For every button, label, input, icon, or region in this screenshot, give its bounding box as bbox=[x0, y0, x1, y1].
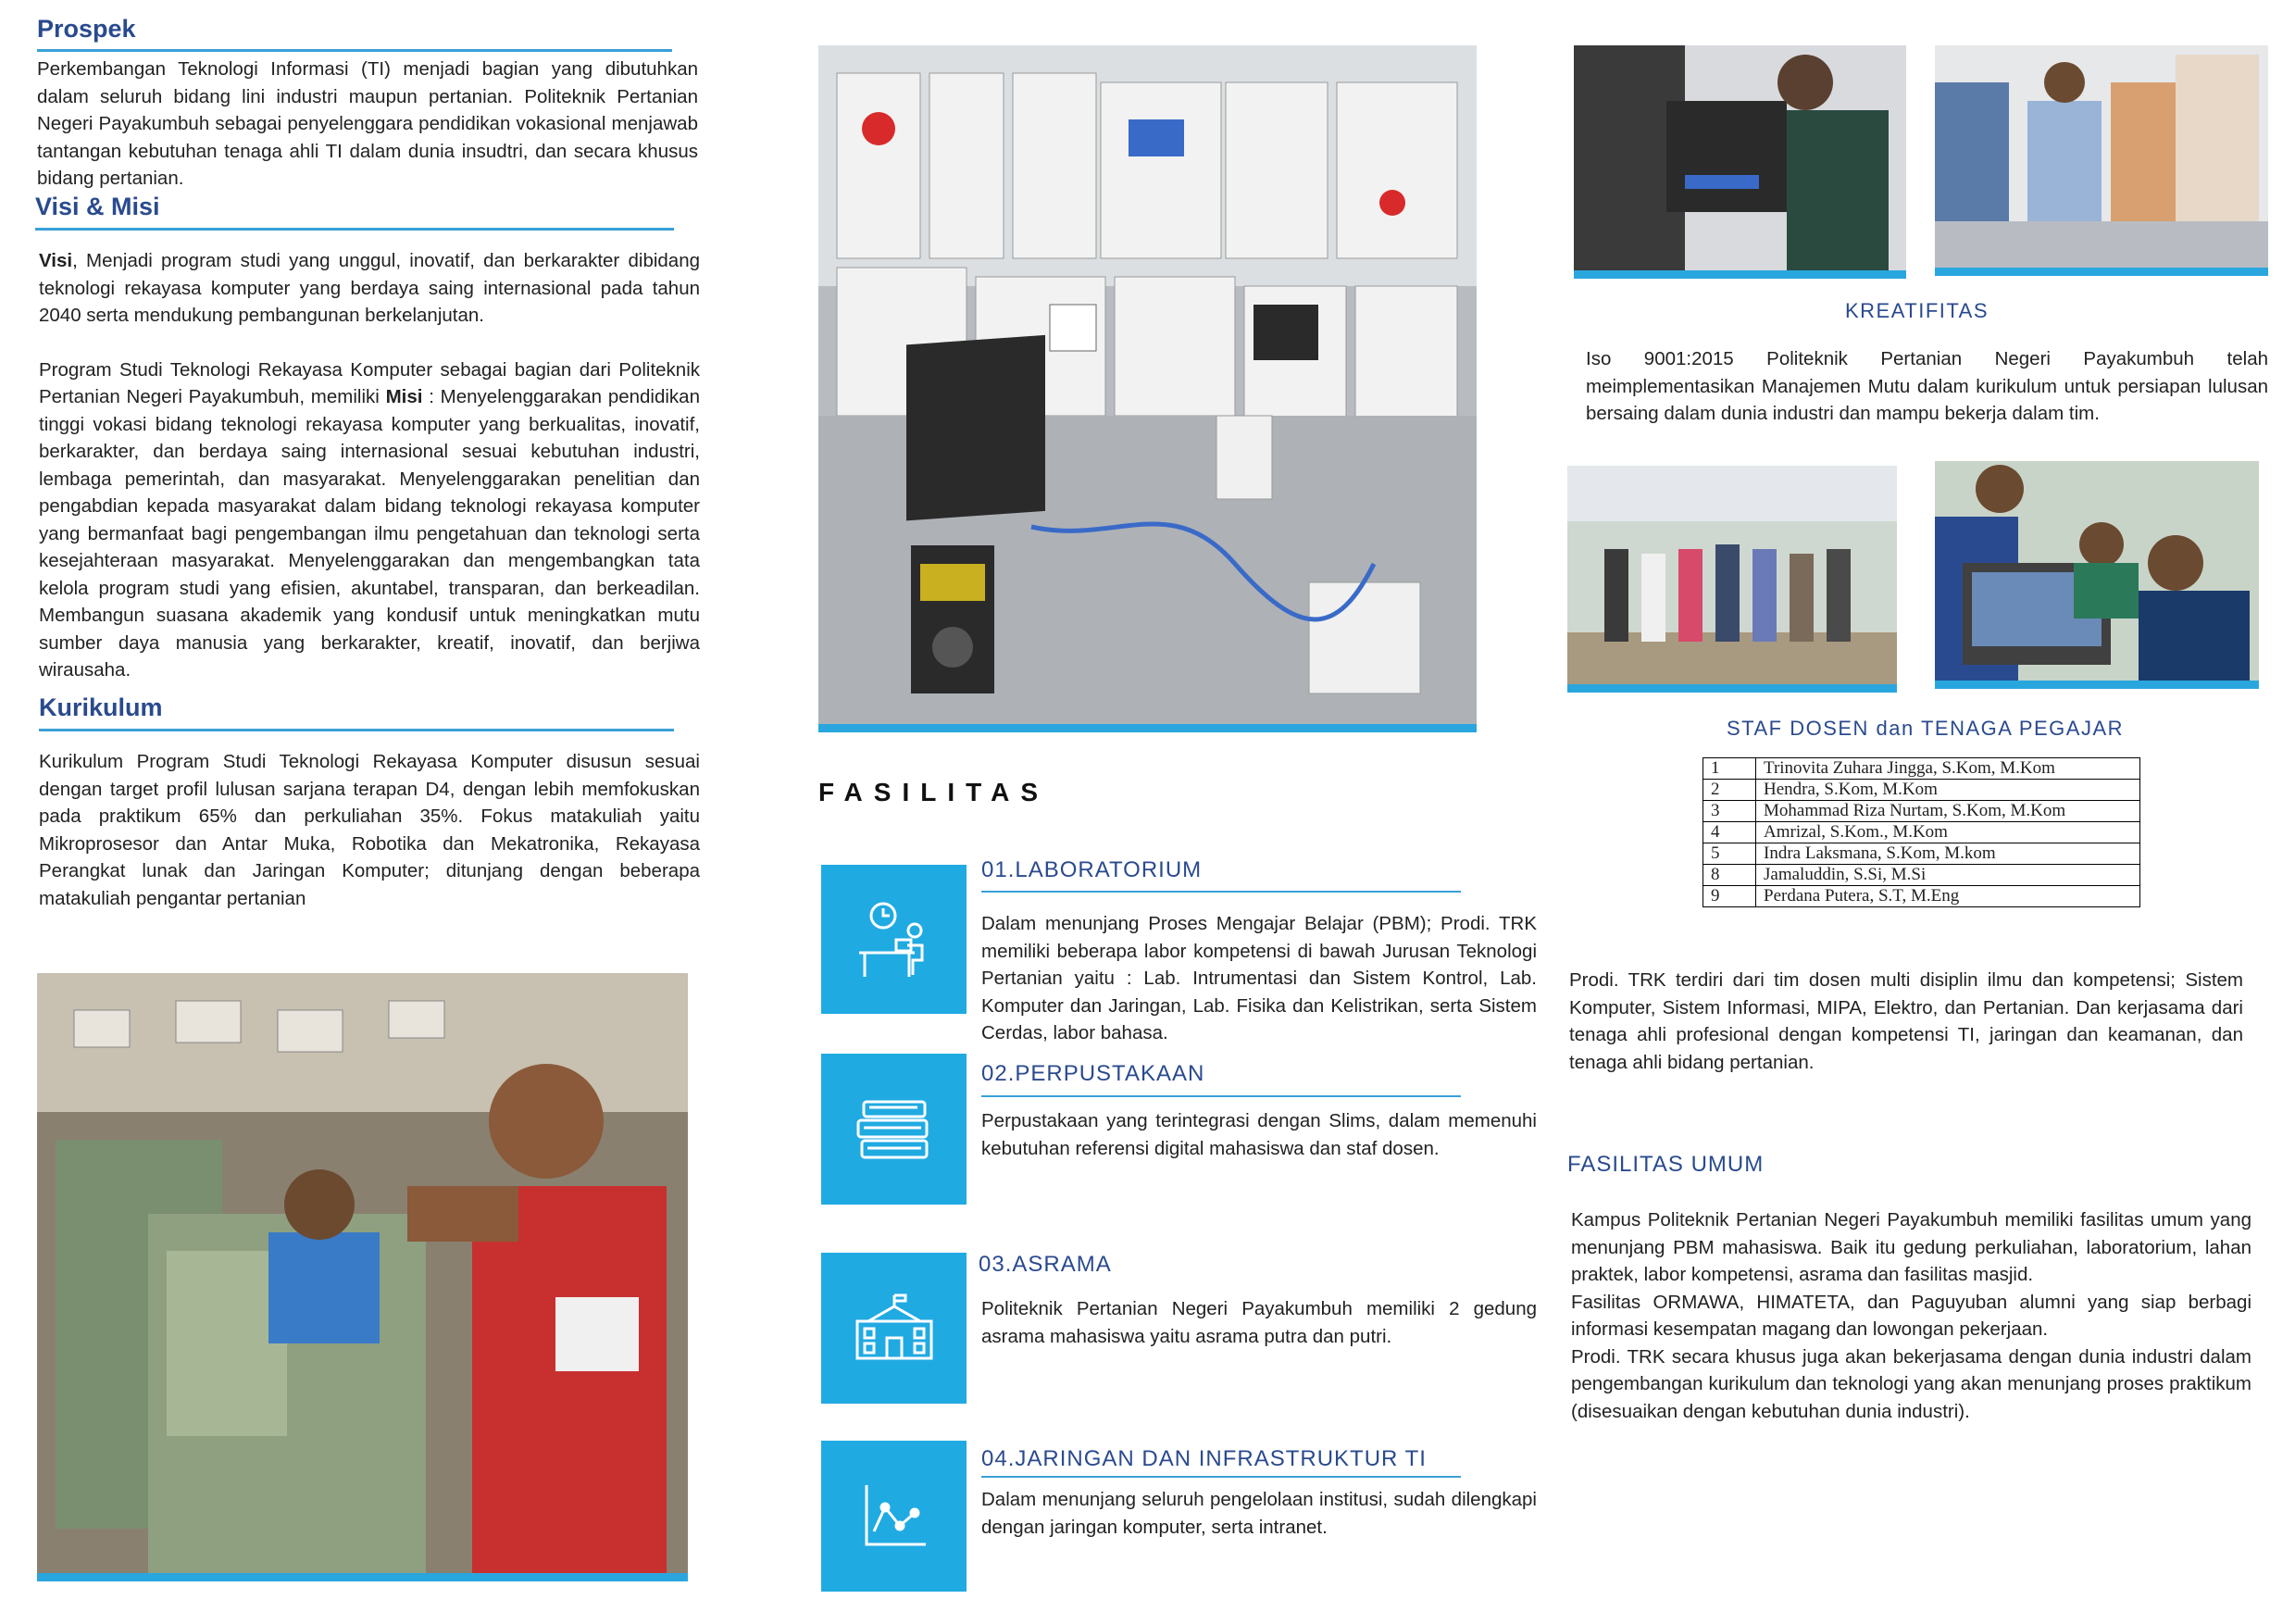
computer-training-photo bbox=[1935, 461, 2259, 689]
fasilitas-title-2: 02.PERPUSTAKAAN bbox=[981, 1061, 1205, 1086]
prospek-rule bbox=[37, 49, 672, 52]
staf-row bbox=[1703, 801, 2140, 822]
fasilitas-text-3: Politeknik Pertanian Negeri Payakumbuh memiliki 2 gedung asrama mahasiswa yaitu asrama putra dan putri. bbox=[981, 1298, 1537, 1347]
staf-table bbox=[1703, 757, 2140, 907]
kreatifitas-title: KREATIFITAS bbox=[1845, 299, 1989, 322]
workshop-photo bbox=[37, 973, 688, 1581]
staf-name: Trinovita Zuhara Jingga, S.Kom, M.Kom bbox=[1756, 758, 2140, 780]
kurikulum-rule bbox=[39, 729, 674, 731]
visi-text: , Menjadi program studi yang unggul, inovatif, dan berkarakter dibidang teknologi rekayasa komputer yang berdaya saing internasional pada tahun 2040 serta mendukung pembangunan berkelanjutan. bbox=[39, 250, 700, 326]
staf-name: Hendra, S.Kom, M.Kom bbox=[1756, 780, 2140, 801]
staf-name: Perdana Putera, S.T, M.Eng bbox=[1756, 886, 2140, 907]
fasilitas-rule-4 bbox=[981, 1476, 1461, 1478]
network-chart-icon bbox=[857, 1480, 931, 1554]
staf-number: 2 bbox=[1703, 780, 1756, 801]
kurikulum-text: Kurikulum Program Studi Teknologi Rekayasa Komputer disusun sesuai dengan target profil lulusan sarjana terapan D4, dengan lebih memfokuskan pada praktikum 65% dan perkuliahan 35%. Fokus matakuliah yaitu Mikroprosesor dan Antar Muka, Robotika dan Mekatronika, Rekayasa Perangkat lunak dan Jaringan Komputer; ditunjang dengan beberapa matakuliah pengantar pertanian bbox=[39, 751, 700, 909]
visi-misi-title: Visi & Misi bbox=[35, 193, 160, 220]
staf-row bbox=[1703, 780, 2140, 801]
staf-name: Jamaluddin, S.Si, M.Si bbox=[1756, 865, 2140, 886]
workbench-photo bbox=[1935, 45, 2268, 276]
kreatifitas-text: Iso 9001:2015 Politeknik Pertanian Negeri Payakumbuh telah meimplementasikan Manajemen Mutu dalam kurikulum untuk persiapan lulusan bersaing dalam dunia industri dan mampu bekerja dalam tim. bbox=[1586, 348, 2268, 424]
misi-label: Misi bbox=[385, 386, 423, 407]
staf-number: 4 bbox=[1703, 822, 1756, 843]
workstation-icon bbox=[850, 895, 939, 984]
fasilitas-rule-2 bbox=[981, 1095, 1461, 1097]
staf-row bbox=[1703, 886, 2140, 907]
fasilitas-umum-paragraph-3: Prodi. TRK secara khusus juga akan bekerjasama dengan dunia industri dalam pengembangan kurikulum dan teknologi yang akan menunjang proses praktikum (disesuaikan dengan kebutuhan dunia industri). bbox=[1571, 1345, 2251, 1422]
fasilitas-text-1: Dalam menunjang Proses Mengajar Belajar (PBM); Prodi. TRK memiliki beberapa labor kompetensi di bawah Jurusan Teknologi Pertanian yaitu : Lab. Intrumentasi dan Sistem Kontrol, Lab. Komputer dan Jaringan, Lab. Fisika dan Kelistrikan, serta Sistem Cerdas, labor bahasa. bbox=[981, 913, 1537, 1043]
laboratorium-icon-box bbox=[821, 865, 967, 1014]
fasilitas-umum-title: FASILITAS UMUM bbox=[1567, 1152, 1765, 1177]
misi-text: : Menyelenggarakan pendidikan tinggi vokasi bidang teknologi rekayasa komputer yang berkualitas, inovatif, berkarakter, dan berdaya saing internasional sesuai kebutuhan industri, lembaga pemerintah, dan masyarakat. Menyelenggarakan penelitian dan pengabdian kepada masyarakat dalam bidang teknologi rekayasa komputer yang bermanfaat bagi pengembangan ilmu pengetahuan dan teknologi serta kesejahteraan masyarakat. Menyelenggarakan dan mengembangkan tata kelola program studi yang efisien, akuntabel, transparan, dan berkeadilan. Membangun suasana akademik yang kondusif untuk meningkatkan mutu sumber daya manusia yang berkarakter, kreatif, inovatif, dan berjiwa wirausaha. bbox=[39, 386, 700, 681]
asrama-icon-box bbox=[821, 1253, 967, 1404]
staf-text: Prodi. TRK terdiri dari tim dosen multi disiplin ilmu dan kompetensi; Sistem Komputer, Sistem Informasi, MIPA, Elektro, dan Pertanian. Dan kerjasama dari tenaga ahli profesional dengan kompetensi TI, jaringan dan keamanan, dan tenaga ahli bidang pertanian. bbox=[1569, 969, 2243, 1073]
fasilitas-umum-paragraph-1: Kampus Politeknik Pertanian Negeri Payakumbuh memiliki fasilitas umum yang menunjang PBM mahasiswa. Baik itu gedung perkuliahan, laboratorium, lahan praktek, labor kompetensi, asrama dan fasilitas masjid. bbox=[1571, 1209, 2251, 1285]
staf-number: 3 bbox=[1703, 801, 1756, 822]
fasilitas-title-4: 04.JARINGAN DAN INFRASTRUKTUR TI bbox=[981, 1446, 1427, 1471]
visi-misi-text bbox=[39, 247, 700, 711]
misi-intro: Program Studi Teknologi Rekayasa Komputer sebagai bagian dari Politeknik Pertanian Negeri Payakumbuh, memiliki bbox=[39, 358, 700, 407]
lab-equipment-photo bbox=[818, 45, 1477, 732]
staf-number: 1 bbox=[1703, 758, 1756, 780]
fasilitas-text-4: Dalam menunjang seluruh pengelolaan institusi, sudah dilengkapi dengan jaringan komputer, serta intranet. bbox=[981, 1489, 1537, 1538]
fasilitas-title-3: 03.ASRAMA bbox=[979, 1252, 1112, 1277]
visi-label: Visi bbox=[39, 250, 73, 271]
printer-photo bbox=[1574, 45, 1906, 279]
books-icon bbox=[853, 1093, 936, 1167]
visi-misi-rule bbox=[35, 228, 674, 231]
fasilitas-rule-1 bbox=[981, 891, 1461, 893]
fasilitas-umum-paragraph-2: Fasilitas ORMAWA, HIMATETA, dan Paguyuban alumni yang siap berbagi informasi kesempatan magang dan lowongan pekerjaan. bbox=[1571, 1291, 2251, 1340]
staf-row bbox=[1703, 758, 2140, 780]
staf-table-body bbox=[1703, 758, 2140, 907]
fasilitas-umum-text bbox=[1571, 1206, 2251, 1425]
group-photo bbox=[1567, 466, 1897, 693]
staf-number: 9 bbox=[1703, 886, 1756, 907]
staf-title: STAF DOSEN dan TENAGA PEGAJAR bbox=[1727, 717, 2125, 740]
prospek-title: Prospek bbox=[37, 15, 136, 43]
staf-name: Indra Laksmana, S.Kom, M.kom bbox=[1756, 843, 2140, 865]
staf-name: Amrizal, S.Kom., M.Kom bbox=[1756, 822, 2140, 843]
staf-number: 8 bbox=[1703, 865, 1756, 886]
visi-paragraph bbox=[39, 247, 700, 330]
fasilitas-text-2: Perpustakaan yang terintegrasi dengan Slims, dalam memenuhi kebutuhan referensi digital mahasiswa dan staf dosen. bbox=[981, 1110, 1537, 1159]
kurikulum-title: Kurikulum bbox=[39, 693, 163, 721]
misi-paragraph bbox=[39, 356, 700, 684]
fasilitas-heading: FASILITAS bbox=[818, 778, 1050, 806]
staf-row bbox=[1703, 822, 2140, 843]
staf-number: 5 bbox=[1703, 843, 1756, 865]
staf-row bbox=[1703, 865, 2140, 886]
fasilitas-title-1: 01.LABORATORIUM bbox=[981, 857, 1203, 882]
staf-row bbox=[1703, 843, 2140, 865]
prospek-text: Perkembangan Teknologi Informasi (TI) menjadi bagian yang dibutuhkan dalam seluruh bidang lini industri maupun pertanian. Politeknik Pertanian Negeri Payakumbuh sebagai penyelenggara pendidikan vokasional menjawab tantangan kebutuhan tenaga ahli TI dalam dunia insudtri, dan secara khusus bidang pertanian. bbox=[37, 58, 698, 189]
staf-name: Mohammad Riza Nurtam, S.Kom, M.Kom bbox=[1756, 801, 2140, 822]
jaringan-icon-box bbox=[821, 1441, 967, 1592]
building-icon bbox=[850, 1292, 939, 1366]
perpustakaan-icon-box bbox=[821, 1054, 967, 1205]
